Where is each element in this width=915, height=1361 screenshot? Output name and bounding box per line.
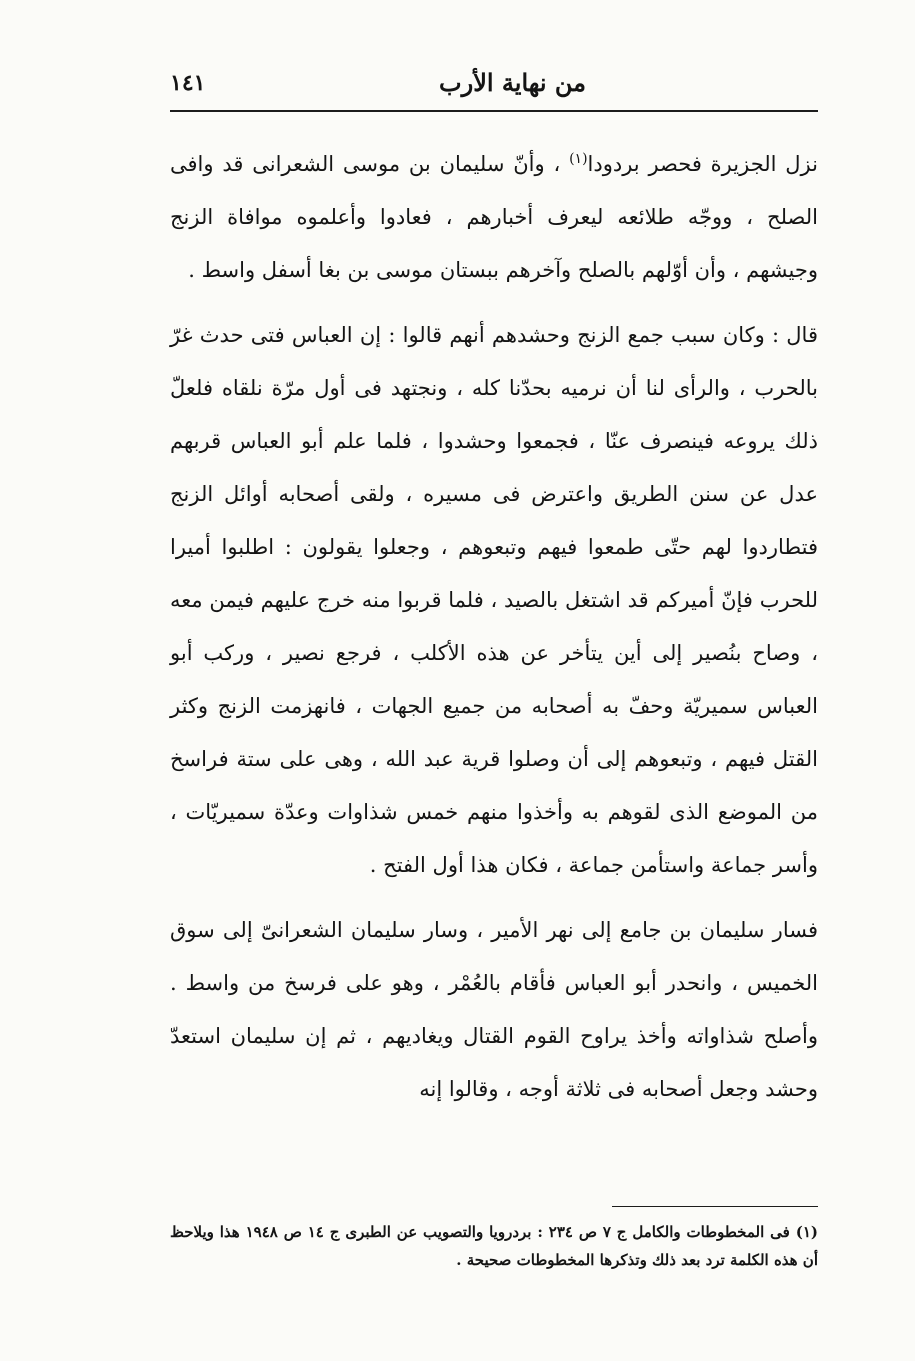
footnotes — [170, 1218, 818, 1274]
paragraph: فسار سليمان بن جامع إلى نهر الأمير ، وسار سليمان الشعرانىّ إلى سوق الخميس ، وانحدر أبو العباس فأقام بالعُمْر ، وهو على فرسخ من واسط . وأصلح شذاواته وأخذ يراوح القوم القتال ويغاديهم ، ثم إن سليمان استعدّ وحشد وجعل أصحابه فى ثلاثة أوجه ، وقالوا إنه — [170, 918, 818, 1101]
body-text — [170, 138, 818, 1116]
paragraph-text: ، وأنّ سليمان بن موسى الشعرانى قد وافى الصلح ، ووجّه طلائعه ليعرف أخبارهم ، فعادوا وأعلموه موافاة الزنج وجيشهم ، وأن أوّلهم بالصلح وآخرهم ببستان موسى بن بغا أسفل واسط . — [170, 152, 818, 282]
page-number: ١٤١ — [170, 70, 206, 96]
paragraph-text: نزل الجزيرة فحصر بردودا — [587, 152, 818, 176]
paragraph: قال : وكان سبب جمع الزنج وحشدهم أنهم قالوا : إن العباس فتى حدث غرّ بالحرب ، والرأى لنا أن نرميه بحدّنا كله ، ونجتهد فى أول مرّة نلقاه فلعلّ ذلك يروعه فينصرف عنّا ، فجمعوا وحشدوا ، فلما علم أبو العباس قربهم عدل عن سنن الطريق واعترض فى مسيره ، ولقى أصحابه أوائل الزنج فتطاردوا لهم حتّى طمعوا فيهم وتبعوهم ، وجعلوا يقولون : اطلبوا أميرا للحرب فإنّ أميركم قد اشتغل بالصيد ، فلما قربوا منه خرج عليهم فيمن معه ، وصاح بنُصير إلى أين يتأخر عن هذه الأكلب ، فرجع نصير ، وركب أبو العباس سميريّة وحفّ به أصحابه من جميع الجهات ، فانهزمت الزنج وكثر القتل فيهم ، وتبعوهم إلى أن وصلوا قرية عبد الله ، وهى على ستة فراسخ من الموضع الذى لقوهم به وأخذوا منهم خمس شذاوات وعدّة سميريّات ، وأسر جماعة واستأمن جماعة ، فكان هذا أول الفتح . — [170, 323, 818, 877]
page-header — [170, 62, 818, 106]
footnote-separator — [612, 1206, 818, 1207]
footnote: (١) فى المخطوطات والكامل ج ٧ ص ٢٣٤ : بردرويا والتصويب عن الطبرى ج ١٤ ص ١٩٤٨ هذا ويلاحظ أن هذه الكلمة ترد بعد ذلك وتذكرها المخطوطات صحيحة . — [170, 1223, 818, 1269]
footnote-reference: (١) — [569, 151, 588, 167]
paragraph — [170, 138, 818, 297]
running-title: من نهاية الأرب — [439, 68, 586, 97]
header-rule — [170, 110, 818, 112]
